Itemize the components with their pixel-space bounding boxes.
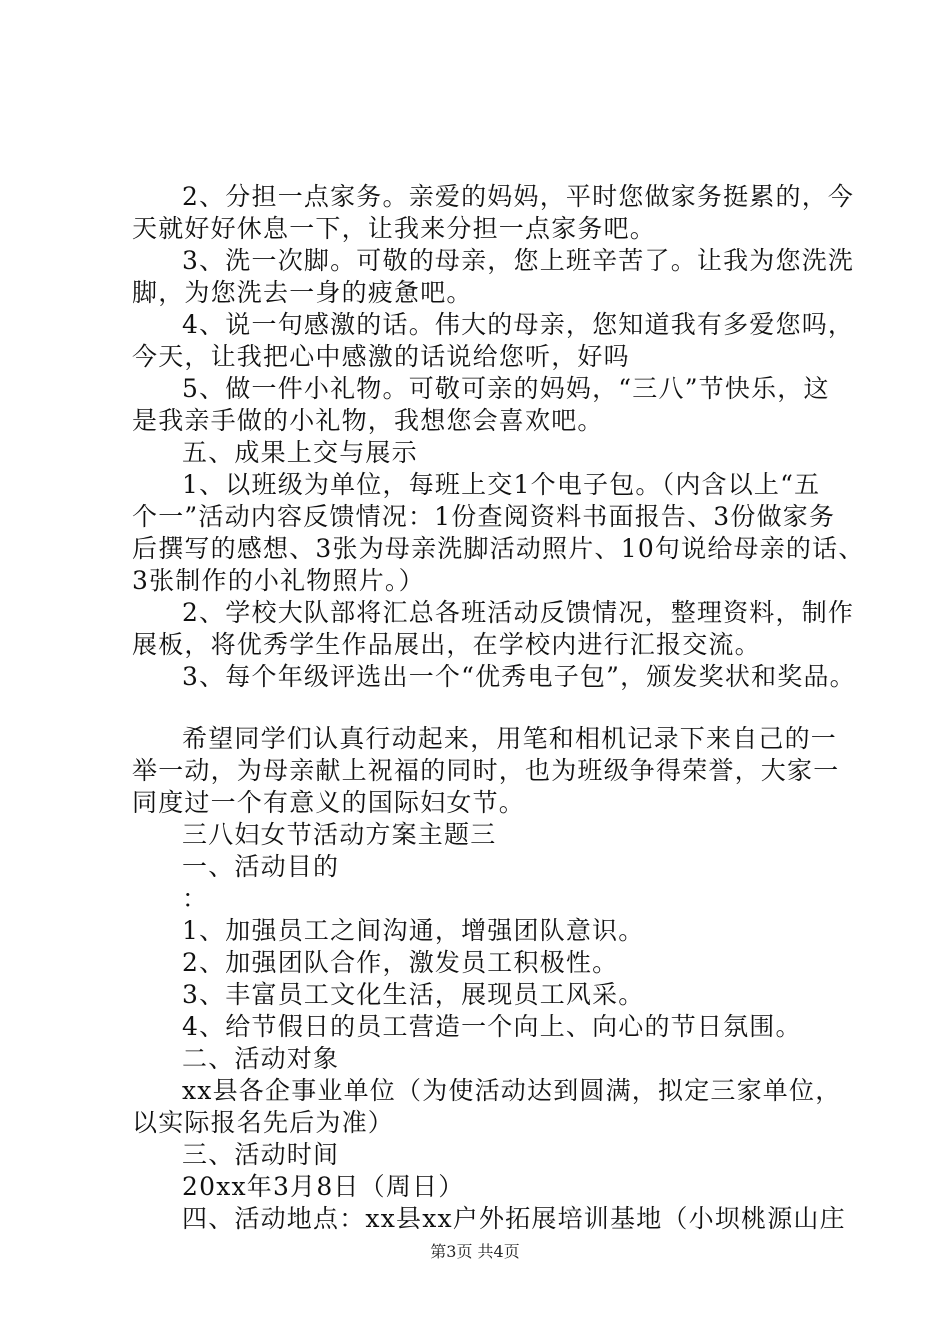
paragraph-line: 以实际报名先后为准） xyxy=(132,1108,395,1137)
paragraph-line: 脚，为您洗去一身的疲惫吧。 xyxy=(132,278,473,307)
paragraph-line: 是我亲手做的小礼物，我想您会喜欢吧。 xyxy=(132,406,604,435)
paragraph-line: 1、以班级为单位，每班上交1个电子包。（内含以上“五 xyxy=(182,470,821,499)
paragraph-line: 同度过一个有意义的国际妇女节。 xyxy=(132,788,526,817)
section-heading: 五、成果上交与展示 xyxy=(182,438,418,467)
document-body xyxy=(132,181,865,1235)
paragraph-line: 3张制作的小礼物照片。） xyxy=(132,566,425,595)
paragraph-line: 个一”活动内容反馈情况：1份查阅资料书面报告、3份做家务 xyxy=(132,502,836,531)
paragraph-line: xx县各企事业单位（为使活动达到圆满，拟定三家单位， xyxy=(182,1076,842,1105)
paragraph-line: 展板，将优秀学生作品展出，在学校内进行汇报交流。 xyxy=(132,630,761,659)
document-subtitle: 三八妇女节活动方案主题三 xyxy=(182,820,497,849)
section-heading: 三、活动时间 xyxy=(182,1140,340,1169)
list-item: 1、加强员工之间沟通，增强团队意识。 xyxy=(182,916,645,945)
paragraph-line: 希望同学们认真行动起来，用笔和相机记录下来自己的一 xyxy=(182,724,838,753)
section-heading: 四、活动地点：xx县xx户外拓展培训基地（小坝桃源山庄 xyxy=(182,1204,846,1233)
list-item: 4、给节假日的员工营造一个向上、向心的节日氛围。 xyxy=(182,1012,802,1041)
paragraph-line: 20xx年3月8日（周日） xyxy=(182,1172,465,1201)
paragraph-line: ： xyxy=(182,884,209,913)
section-heading: 二、活动对象 xyxy=(182,1044,340,1073)
list-item: 3、丰富员工文化生活，展现员工风采。 xyxy=(182,980,645,1009)
list-item: 2、加强团队合作，激发员工积极性。 xyxy=(182,948,619,977)
paragraph-line: 3、每个年级评选出一个“优秀电子包”，颁发奖状和奖品。 xyxy=(182,662,856,691)
paragraph-line: 后撰写的感想、3张为母亲洗脚活动照片、10句说给母亲的话、 xyxy=(132,534,865,563)
paragraph-line: 今天，让我把心中感激的话说给您听，好吗 xyxy=(132,342,630,371)
paragraph-line: 2、学校大队部将汇总各班活动反馈情况，整理资料，制作 xyxy=(182,598,855,627)
blank-line xyxy=(132,693,832,723)
section-heading: 一、活动目的 xyxy=(182,852,340,881)
paragraph-line: 5、做一件小礼物。可敬可亲的妈妈，“三八”节快乐，这 xyxy=(182,374,830,403)
paragraph-line: 天就好好休息一下，让我来分担一点家务吧。 xyxy=(132,214,657,243)
paragraph-line: 举一动，为母亲献上祝福的同时，也为班级争得荣誉，大家一 xyxy=(132,756,840,785)
page-number-footer: 第3页 共4页 xyxy=(430,1242,520,1261)
paragraph-line: 4、说一句感激的话。伟大的母亲，您知道我有多爱您吗， xyxy=(182,310,855,339)
paragraph-line: 2、分担一点家务。亲爱的妈妈，平时您做家务挺累的，今 xyxy=(182,182,855,211)
paragraph-line: 3、洗一次脚。可敬的母亲，您上班辛苦了。让我为您洗洗 xyxy=(182,246,855,275)
